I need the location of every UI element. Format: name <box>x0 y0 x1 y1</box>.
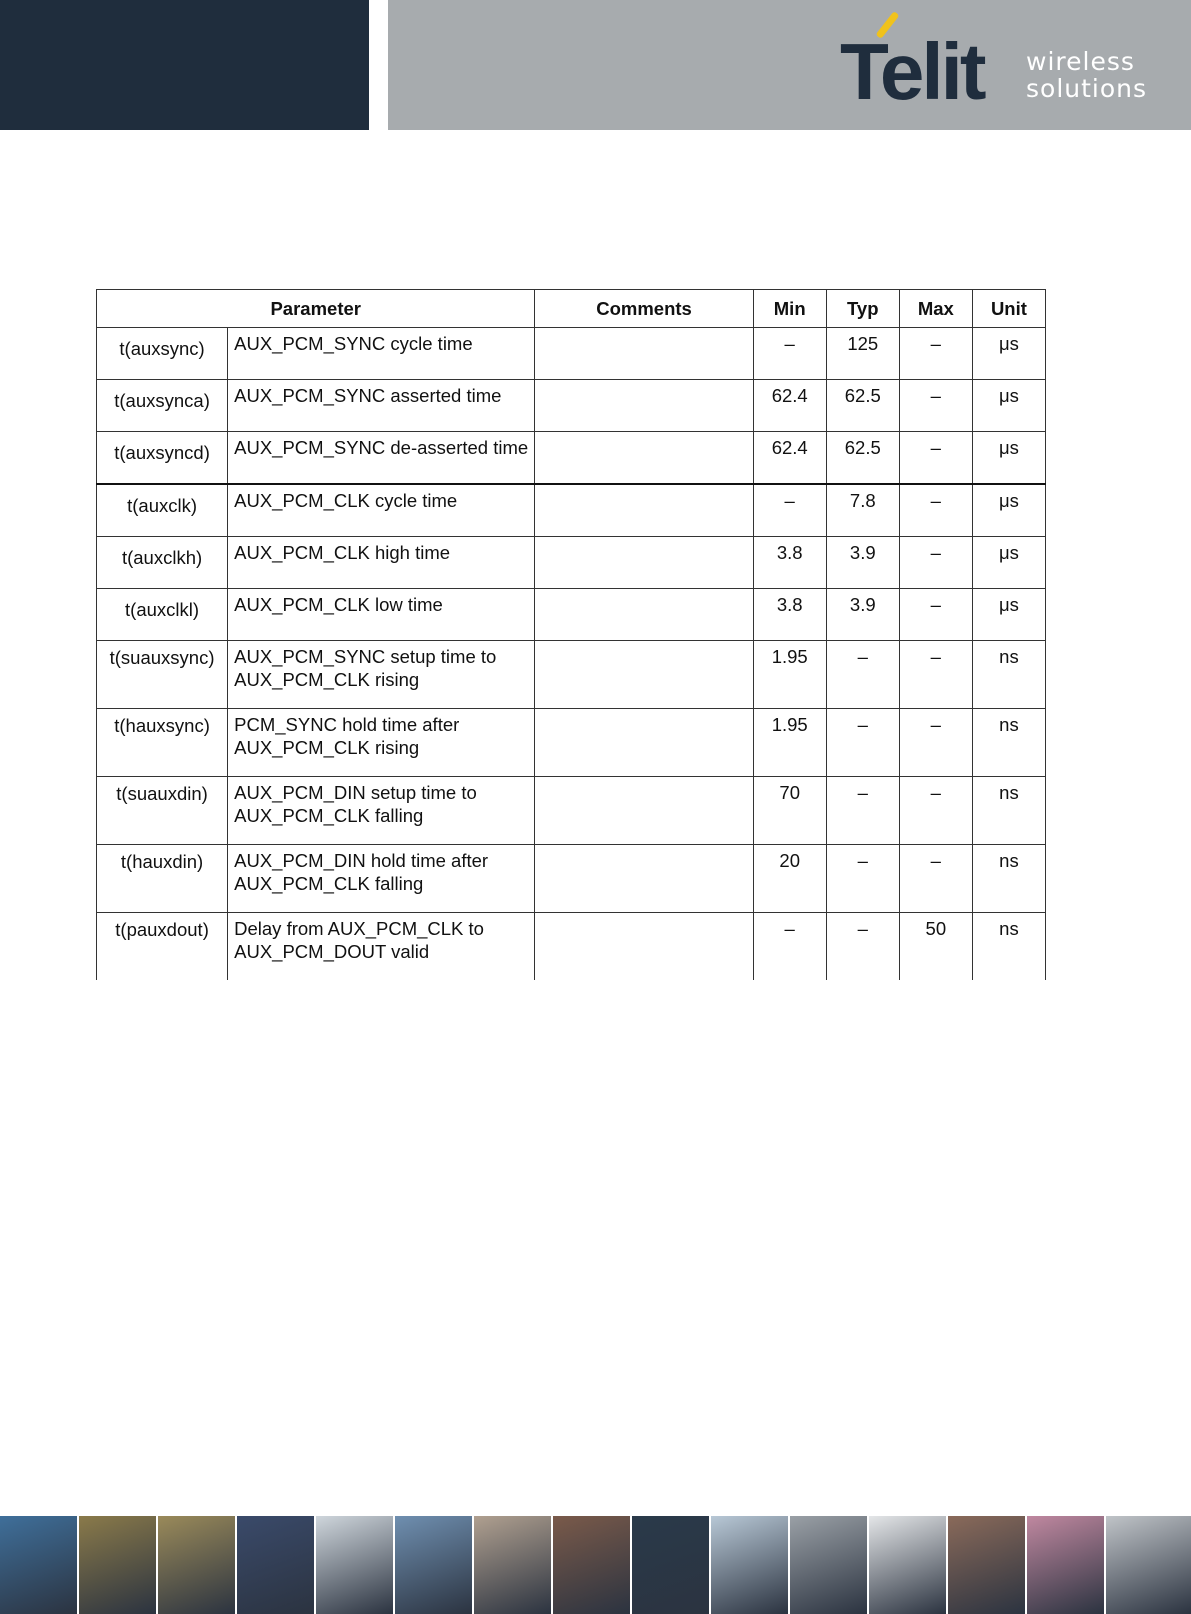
table-row <box>97 484 1046 537</box>
table-row <box>97 777 1046 845</box>
header-dark-panel <box>0 0 369 130</box>
unit-cell: ns <box>972 777 1045 845</box>
train-station-photo <box>948 1516 1025 1614</box>
description-line: AUX_PCM_DIN setup time to <box>234 782 477 803</box>
description-line: AUX_PCM_DOUT valid <box>234 941 430 962</box>
min-cell: 62.4 <box>753 380 826 432</box>
description-cell: AUX_PCM_SYNC de-asserted time <box>228 432 535 485</box>
min-cell: – <box>753 913 826 981</box>
description-line: AUX_PCM_CLK rising <box>234 669 420 690</box>
description-cell: AUX_PCM_CLK low time <box>228 589 535 641</box>
description-line: AUX_PCM_DIN hold time after <box>234 850 489 871</box>
unit-cell: ns <box>972 845 1045 913</box>
description-cell: AUX_PCM_SYNC cycle time <box>228 328 535 380</box>
comments-cell <box>535 380 753 432</box>
min-cell: 3.8 <box>753 537 826 589</box>
symbol-cell: t(hauxdin) <box>97 845 228 913</box>
typ-cell: 3.9 <box>826 589 899 641</box>
typ-cell: – <box>826 845 899 913</box>
unit-cell: μs <box>972 432 1045 485</box>
comments-cell <box>535 777 753 845</box>
logo-brand: Telit <box>840 27 984 116</box>
header-typ: Typ <box>826 290 899 328</box>
max-cell: – <box>899 709 972 777</box>
max-cell: – <box>899 432 972 485</box>
description-line: AUX_PCM_CLK rising <box>234 737 420 758</box>
max-cell: – <box>899 537 972 589</box>
header-parameter: Parameter <box>97 290 535 328</box>
comments-cell <box>535 641 753 709</box>
shipping-containers-photo <box>158 1516 235 1614</box>
unit-cell: μs <box>972 537 1045 589</box>
cyclist-photo <box>395 1516 472 1614</box>
max-cell: – <box>899 845 972 913</box>
comments-cell <box>535 432 753 485</box>
description-cell: AUX_PCM_SYNC asserted time <box>228 380 535 432</box>
unit-cell: μs <box>972 589 1045 641</box>
description-cell <box>228 845 535 913</box>
symbol-cell: t(auxsyncd) <box>97 432 228 485</box>
table-row <box>97 328 1046 380</box>
description-cell <box>228 709 535 777</box>
table-row <box>97 589 1046 641</box>
max-cell: – <box>899 777 972 845</box>
timing-table <box>96 289 1046 980</box>
min-cell: 62.4 <box>753 432 826 485</box>
unit-cell: μs <box>972 380 1045 432</box>
table-row <box>97 432 1046 485</box>
typ-cell: – <box>826 641 899 709</box>
max-cell: 50 <box>899 913 972 981</box>
min-cell: 1.95 <box>753 709 826 777</box>
min-cell: 20 <box>753 845 826 913</box>
description-line: AUX_PCM_CLK falling <box>234 805 424 826</box>
max-cell: – <box>899 484 972 537</box>
max-cell: – <box>899 380 972 432</box>
table-row <box>97 709 1046 777</box>
min-cell: 3.8 <box>753 589 826 641</box>
security-camera-photo <box>1106 1516 1191 1614</box>
typ-cell: – <box>826 777 899 845</box>
logo-tagline <box>1026 48 1147 102</box>
comments-cell <box>535 589 753 641</box>
header-min: Min <box>753 290 826 328</box>
typ-cell: 62.5 <box>826 432 899 485</box>
table-row <box>97 380 1046 432</box>
min-cell: 1.95 <box>753 641 826 709</box>
header-unit: Unit <box>972 290 1045 328</box>
description-cell: AUX_PCM_CLK high time <box>228 537 535 589</box>
description-line: PCM_SYNC hold time after <box>234 714 460 735</box>
logo-tagline-line2: solutions <box>1026 74 1148 103</box>
symbol-cell: t(suauxsync) <box>97 641 228 709</box>
min-cell: 70 <box>753 777 826 845</box>
comments-cell <box>535 845 753 913</box>
telit-logo <box>838 4 1158 114</box>
footer-photo-strip <box>0 1516 1191 1614</box>
description-cell <box>228 641 535 709</box>
wind-turbines-photo <box>711 1516 788 1614</box>
symbol-cell: t(auxclkh) <box>97 537 228 589</box>
min-cell: – <box>753 328 826 380</box>
server-rack-photo <box>632 1516 709 1614</box>
unit-cell: ns <box>972 913 1045 981</box>
symbol-cell: t(auxsynca) <box>97 380 228 432</box>
max-cell: – <box>899 589 972 641</box>
unit-cell: μs <box>972 328 1045 380</box>
description-line: AUX_PCM_SYNC setup time to <box>234 646 497 667</box>
typ-cell: – <box>826 709 899 777</box>
unit-cell: ns <box>972 709 1045 777</box>
digital-clock-photo <box>237 1516 314 1614</box>
description-cell <box>228 913 535 981</box>
symbol-cell: t(auxclk) <box>97 484 228 537</box>
table-row <box>97 913 1046 981</box>
typ-cell: – <box>826 913 899 981</box>
card-terminal-photo <box>474 1516 551 1614</box>
symbol-cell: t(pauxdout) <box>97 913 228 981</box>
utility-meter-photo <box>790 1516 867 1614</box>
description-line: AUX_PCM_CLK falling <box>234 873 424 894</box>
symbol-cell: t(hauxsync) <box>97 709 228 777</box>
symbol-cell: t(auxsync) <box>97 328 228 380</box>
header-comments: Comments <box>535 290 753 328</box>
comments-cell <box>535 484 753 537</box>
table-header-row <box>97 290 1046 328</box>
symbol-cell: t(suauxdin) <box>97 777 228 845</box>
comments-cell <box>535 913 753 981</box>
comments-cell <box>535 537 753 589</box>
typ-cell: 62.5 <box>826 380 899 432</box>
description-cell: AUX_PCM_CLK cycle time <box>228 484 535 537</box>
unit-cell: μs <box>972 484 1045 537</box>
symbol-cell: t(auxclkl) <box>97 589 228 641</box>
unit-cell: ns <box>972 641 1045 709</box>
vending-machine-photo <box>553 1516 630 1614</box>
logo-tagline-line1: wireless <box>1026 47 1135 76</box>
comments-cell <box>535 709 753 777</box>
white-panel-photo <box>869 1516 946 1614</box>
description-line: Delay from AUX_PCM_CLK to <box>234 918 484 939</box>
table-row <box>97 641 1046 709</box>
description-cell <box>228 777 535 845</box>
typ-cell: 125 <box>826 328 899 380</box>
header-max: Max <box>899 290 972 328</box>
emergency-phone-photo <box>79 1516 156 1614</box>
min-cell: – <box>753 484 826 537</box>
table-row <box>97 845 1046 913</box>
max-cell: – <box>899 328 972 380</box>
keyboard-photo <box>316 1516 393 1614</box>
typ-cell: 7.8 <box>826 484 899 537</box>
comments-cell <box>535 328 753 380</box>
shelves-photo <box>1027 1516 1104 1614</box>
typ-cell: 3.9 <box>826 537 899 589</box>
light-trails-photo <box>0 1516 77 1614</box>
table-row <box>97 537 1046 589</box>
max-cell: – <box>899 641 972 709</box>
